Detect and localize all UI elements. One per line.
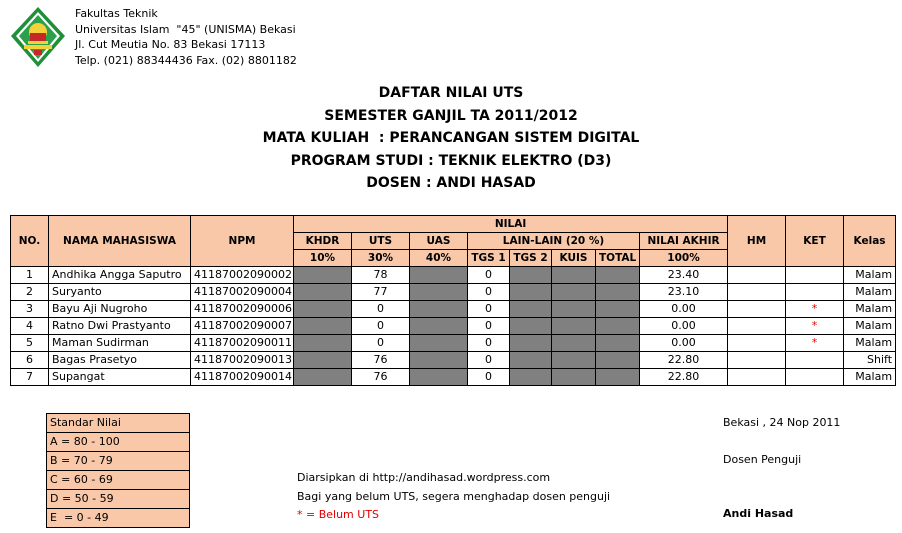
cell-nilai-akhir: 0.00 <box>640 335 728 352</box>
cell-hm <box>728 267 786 284</box>
cell-khdr <box>294 284 352 301</box>
table-row <box>11 318 896 335</box>
cell-tgs2 <box>510 352 552 369</box>
cell-npm: 41187002090013 <box>191 352 294 369</box>
cell-uts: 76 <box>352 352 410 369</box>
col-uts-pct: 30% <box>352 250 410 267</box>
cell-npm: 41187002090006 <box>191 301 294 318</box>
cell-nama: Maman Sudirman <box>49 335 191 352</box>
unisma-logo <box>10 6 66 68</box>
cell-kuis <box>552 267 596 284</box>
cell-hm <box>728 335 786 352</box>
signature-role: Dosen Penguji <box>723 453 802 466</box>
cell-total <box>596 301 640 318</box>
cell-khdr <box>294 369 352 386</box>
cell-ket: * <box>786 318 844 335</box>
phone-line: Telp. (021) 88344436 Fax. (02) 8801182 <box>75 53 297 67</box>
grade-standard-item: B = 70 - 79 <box>47 452 189 471</box>
col-khdr-pct: 10% <box>294 250 352 267</box>
cell-no: 2 <box>11 284 49 301</box>
cell-uas <box>410 301 468 318</box>
col-ket: KET <box>786 216 844 267</box>
col-kuis: KUIS <box>552 250 596 267</box>
cell-uas <box>410 352 468 369</box>
cell-nilai-akhir: 23.40 <box>640 267 728 284</box>
cell-kuis <box>552 301 596 318</box>
col-uts: UTS <box>352 233 410 250</box>
table-row <box>11 301 896 318</box>
cell-tgs1: 0 <box>468 335 510 352</box>
cell-no: 5 <box>11 335 49 352</box>
col-nilai-akhir-pct: 100% <box>640 250 728 267</box>
cell-kelas: Malam <box>844 284 896 301</box>
university-line: Universitas Islam "45" (UNISMA) Bekasi <box>75 22 296 36</box>
cell-kelas: Malam <box>844 301 896 318</box>
cell-khdr <box>294 301 352 318</box>
cell-uts: 0 <box>352 335 410 352</box>
cell-uas <box>410 318 468 335</box>
notes-block <box>297 469 610 525</box>
institution-header <box>75 6 297 68</box>
cell-npm: 41187002090002 <box>191 267 294 284</box>
cell-npm: 41187002090011 <box>191 335 294 352</box>
table-row <box>11 267 896 284</box>
document-title-block <box>0 82 902 195</box>
cell-nilai-akhir: 22.80 <box>640 369 728 386</box>
cell-nama: Bayu Aji Nugroho <box>49 301 191 318</box>
grade-standard-item: C = 60 - 69 <box>47 471 189 490</box>
cell-ket <box>786 267 844 284</box>
col-npm: NPM <box>191 216 294 267</box>
col-tgs2: TGS 2 <box>510 250 552 267</box>
grade-standard-item: D = 50 - 59 <box>47 490 189 509</box>
cell-tgs1: 0 <box>468 267 510 284</box>
cell-kuis <box>552 352 596 369</box>
cell-npm: 41187002090014 <box>191 369 294 386</box>
signature-name: Andi Hasad <box>723 507 794 520</box>
cell-nama: Andhika Angga Saputro <box>49 267 191 284</box>
semester-line: SEMESTER GANJIL TA 2011/2012 <box>324 107 578 124</box>
grades-table <box>10 215 896 386</box>
table-row <box>11 284 896 301</box>
cell-uas <box>410 335 468 352</box>
col-kelas: Kelas <box>844 216 896 267</box>
cell-uas <box>410 369 468 386</box>
cell-uts: 77 <box>352 284 410 301</box>
faculty-line: Fakultas Teknik <box>75 7 158 20</box>
grade-standard-box <box>46 413 190 528</box>
col-tgs1: TGS 1 <box>468 250 510 267</box>
cell-hm <box>728 369 786 386</box>
cell-nilai-akhir: 23.10 <box>640 284 728 301</box>
cell-nilai-akhir: 0.00 <box>640 318 728 335</box>
col-nama: NAMA MAHASISWA <box>49 216 191 267</box>
cell-npm: 41187002090007 <box>191 318 294 335</box>
program-line: PROGRAM STUDI : TEKNIK ELEKTRO (D3) <box>290 152 612 169</box>
cell-uts: 78 <box>352 267 410 284</box>
cell-uas <box>410 267 468 284</box>
cell-no: 4 <box>11 318 49 335</box>
col-hm: HM <box>728 216 786 267</box>
cell-uts: 0 <box>352 301 410 318</box>
cell-ket <box>786 369 844 386</box>
cell-tgs1: 0 <box>468 284 510 301</box>
cell-tgs2 <box>510 267 552 284</box>
grade-standard-item: E = 0 - 49 <box>50 511 109 524</box>
lecturer-line: DOSEN : ANDI HASAD <box>366 175 536 191</box>
cell-hm <box>728 301 786 318</box>
table-row <box>11 335 896 352</box>
document-title: DAFTAR NILAI UTS <box>378 85 524 101</box>
cell-total <box>596 335 640 352</box>
course-line: MATA KULIAH : PERANCANGAN SISTEM DIGITAL <box>262 130 640 146</box>
cell-tgs1: 0 <box>468 369 510 386</box>
cell-kuis <box>552 335 596 352</box>
cell-uts: 76 <box>352 369 410 386</box>
col-khdr: KHDR <box>294 233 352 250</box>
cell-kuis <box>552 369 596 386</box>
legend-note: * = Belum UTS <box>297 508 380 521</box>
cell-nama: Suryanto <box>49 284 191 301</box>
cell-total <box>596 369 640 386</box>
cell-tgs2 <box>510 335 552 352</box>
cell-tgs2 <box>510 369 552 386</box>
col-nilai-akhir: NILAI AKHIR <box>640 233 728 250</box>
grade-standard-item: A = 80 - 100 <box>47 433 189 452</box>
cell-tgs1: 0 <box>468 318 510 335</box>
cell-total <box>596 352 640 369</box>
table-row <box>11 352 896 369</box>
cell-ket <box>786 284 844 301</box>
cell-no: 6 <box>11 352 49 369</box>
cell-khdr <box>294 335 352 352</box>
grade-standard-title: Standar Nilai <box>47 414 189 433</box>
col-lain-lain: LAIN-LAIN (20 %) <box>468 233 640 250</box>
col-uas-pct: 40% <box>410 250 468 267</box>
cell-nilai-akhir: 0.00 <box>640 301 728 318</box>
cell-nama: Bagas Prasetyo <box>49 352 191 369</box>
cell-hm <box>728 284 786 301</box>
archive-note: Diarsipkan di http://andihasad.wordpress.com <box>297 471 551 484</box>
cell-tgs2 <box>510 301 552 318</box>
cell-hm <box>728 352 786 369</box>
cell-tgs1: 0 <box>468 352 510 369</box>
cell-khdr <box>294 318 352 335</box>
cell-kelas: Shift <box>844 352 896 369</box>
col-total: TOTAL <box>596 250 640 267</box>
cell-uts: 0 <box>352 318 410 335</box>
cell-tgs1: 0 <box>468 301 510 318</box>
signature-place-date: Bekasi , 24 Nop 2011 <box>723 416 841 429</box>
table-row <box>11 369 896 386</box>
col-no: NO. <box>11 216 49 267</box>
cell-kuis <box>552 318 596 335</box>
cell-khdr <box>294 352 352 369</box>
cell-kelas: Malam <box>844 318 896 335</box>
address-line: Jl. Cut Meutia No. 83 Bekasi 17113 <box>75 38 266 51</box>
cell-nama: Supangat <box>49 369 191 386</box>
cell-uas <box>410 284 468 301</box>
cell-ket <box>786 352 844 369</box>
cell-hm <box>728 318 786 335</box>
cell-no: 1 <box>11 267 49 284</box>
cell-no: 7 <box>11 369 49 386</box>
cell-kelas: Malam <box>844 267 896 284</box>
cell-kuis <box>552 284 596 301</box>
cell-ket: * <box>786 335 844 352</box>
cell-nama: Ratno Dwi Prastyanto <box>49 318 191 335</box>
cell-no: 3 <box>11 301 49 318</box>
instruction-note: Bagi yang belum UTS, segera menghadap dosen penguji <box>297 489 611 503</box>
cell-total <box>596 284 640 301</box>
cell-npm: 41187002090004 <box>191 284 294 301</box>
cell-tgs2 <box>510 284 552 301</box>
cell-kelas: Malam <box>844 369 896 386</box>
col-nilai: NILAI <box>294 216 728 233</box>
col-uas: UAS <box>410 233 468 250</box>
cell-nilai-akhir: 22.80 <box>640 352 728 369</box>
cell-kelas: Malam <box>844 335 896 352</box>
cell-total <box>596 318 640 335</box>
cell-khdr <box>294 267 352 284</box>
cell-ket: * <box>786 301 844 318</box>
cell-total <box>596 267 640 284</box>
cell-tgs2 <box>510 318 552 335</box>
